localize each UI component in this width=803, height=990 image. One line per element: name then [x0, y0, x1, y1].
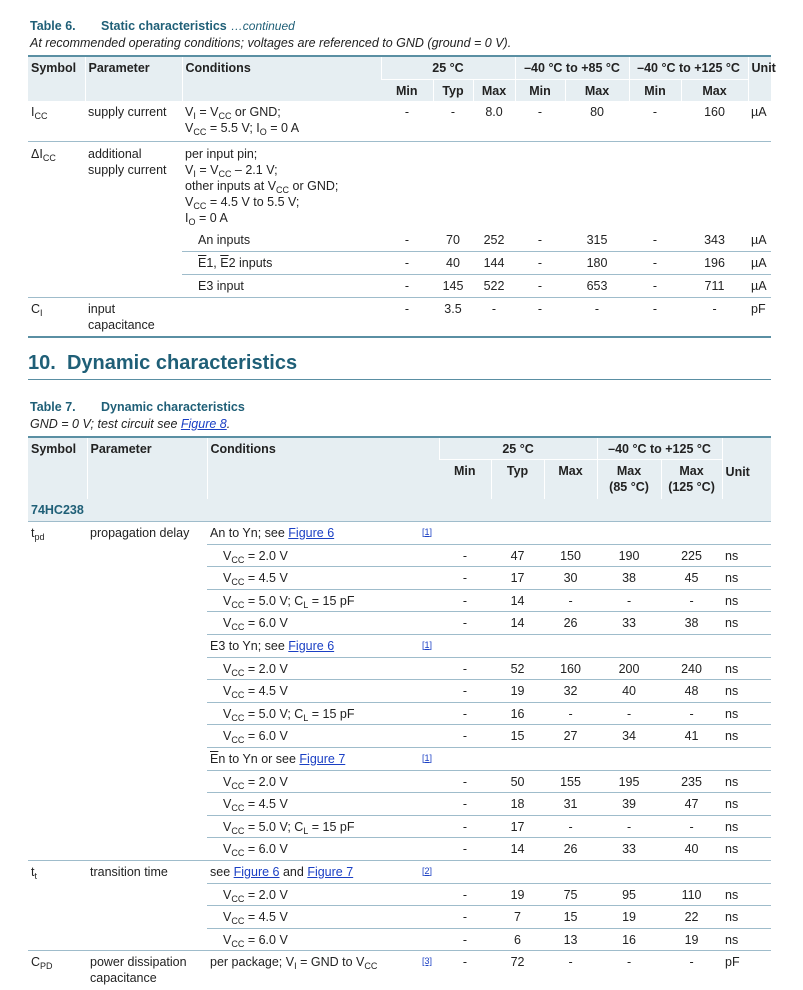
value-cell: 343 [704, 233, 725, 247]
table-row [28, 521, 771, 544]
value-cell: 195 [597, 770, 661, 793]
value-cell: - [381, 274, 433, 297]
value-cell: - [597, 951, 661, 987]
value-cell: 22 [661, 906, 722, 929]
unit-cell: µA [751, 105, 767, 119]
unit-cell: ns [722, 906, 771, 929]
conditions-cell: $V_{CC} = 6.0$ V [207, 838, 419, 861]
value-cell: - [629, 297, 681, 337]
value-cell: - [629, 274, 681, 297]
header-max: Max [565, 79, 629, 101]
value-cell: 144 [473, 251, 515, 274]
value-cell: - [439, 906, 491, 929]
header-range: –40 °C to +125 °C [597, 437, 722, 459]
value-cell: 14 [491, 589, 544, 612]
value-cell: - [439, 951, 491, 987]
table6-continued: …continued [230, 19, 295, 33]
table7-title: Dynamic characteristics [101, 400, 245, 414]
value-cell: 160 [544, 657, 597, 680]
table6-subtitle: At recommended operating conditions; voltages are referenced to GND (ground = 0 V). [30, 36, 512, 50]
value-cell: 653 [565, 274, 629, 297]
footnote-cell [419, 951, 439, 987]
value-cell: 3.5 [433, 297, 473, 337]
table-row [28, 101, 771, 141]
value-cell: 200 [597, 657, 661, 680]
value-cell: 50 [491, 770, 544, 793]
value-cell: 15 [491, 725, 544, 748]
value-cell: 160 [704, 105, 725, 119]
footnote-link[interactable]: [1] [422, 752, 433, 763]
table-row [28, 297, 771, 337]
conditions-cell: $V_{CC} = 2.0$ V [207, 883, 419, 906]
value-cell: 240 [661, 657, 722, 680]
value-cell: - [681, 297, 748, 337]
header-symbol: Symbol [28, 437, 87, 499]
value-cell: 70 [446, 233, 460, 247]
unit-cell: ns [722, 928, 771, 951]
unit-cell: µA [748, 274, 771, 297]
value-cell: - [450, 105, 456, 119]
table-row [28, 141, 771, 229]
value-cell: 196 [681, 251, 748, 274]
value-cell: - [381, 297, 433, 337]
table6-title: Static characteristics [101, 19, 227, 33]
value-cell: 47 [491, 544, 544, 567]
header-symbol: Symbol [28, 56, 85, 101]
table6 [28, 55, 776, 338]
header-typ: Typ [491, 459, 544, 499]
value-cell: 40 [597, 680, 661, 703]
unit-cell: ns [722, 680, 771, 703]
conditions-cell: E3 to Yn; see Figure 6 [207, 634, 419, 657]
header-max: Max [473, 79, 515, 101]
value-cell: 95 [597, 883, 661, 906]
value-cell: 38 [661, 612, 722, 635]
value-cell: 19 [597, 906, 661, 929]
parameter-cell: transition time [87, 860, 207, 951]
value-cell: - [404, 105, 410, 119]
header-min: Min [381, 79, 433, 101]
value-cell: 48 [661, 680, 722, 703]
figure-8-link[interactable]: Figure 8 [180, 417, 227, 431]
value-cell: - [473, 297, 515, 337]
conditions-cell: $V_{CC} = 4.5$ V [207, 567, 419, 590]
table7-subtitle: GND = 0 V; test circuit see Figure 8. [30, 417, 231, 431]
header-85c: –40 °C to +85 °C [515, 56, 629, 79]
value-cell: - [439, 612, 491, 635]
conditions-cell: $V_{CC} = 6.0$ V [207, 612, 419, 635]
value-cell: - [439, 657, 491, 680]
table6-caption [30, 19, 295, 33]
value-cell: 41 [661, 725, 722, 748]
value-cell: - [439, 567, 491, 590]
footnote-link[interactable]: [3] [422, 956, 433, 966]
header-max-85c: Max (85 °C) [597, 459, 661, 499]
conditions-cell: per package; $V_I$ = GND to $V_{CC}$ [207, 951, 419, 987]
symbol-tpd: $t_{pd}$ [28, 521, 87, 860]
unit-cell: ns [722, 702, 771, 725]
value-cell: - [439, 770, 491, 793]
value-cell: - [661, 951, 722, 987]
header-max: Max [544, 459, 597, 499]
header-parameter: Parameter [87, 437, 207, 499]
value-cell: - [537, 233, 543, 247]
value-cell: 32 [544, 680, 597, 703]
value-cell: 18 [491, 793, 544, 816]
value-cell: 30 [544, 567, 597, 590]
value-cell: - [439, 815, 491, 838]
value-cell: 39 [597, 793, 661, 816]
symbol-ci: $C_I$ [28, 297, 85, 337]
value-cell: - [565, 297, 629, 337]
value-cell: 45 [661, 567, 722, 590]
conditions-cell: $V_{CC} = 2.0$ V [207, 657, 419, 680]
footnote-cell [419, 860, 439, 883]
unit-cell: pF [722, 951, 771, 987]
value-cell: - [544, 589, 597, 612]
parameter-cell: input capacitance [85, 297, 182, 337]
figure-link[interactable]: Figure 6 [233, 864, 280, 879]
value-cell: 155 [544, 770, 597, 793]
unit-cell: ns [722, 815, 771, 838]
value-cell: 40 [661, 838, 722, 861]
value-cell: 19 [491, 883, 544, 906]
header-max: Max [681, 79, 748, 101]
value-cell: 14 [491, 838, 544, 861]
table6-number: Table 6. [30, 19, 76, 33]
value-cell: 145 [433, 274, 473, 297]
header-conditions: Conditions [182, 56, 381, 101]
conditions-cell: An inputs [198, 233, 251, 247]
unit-cell: pF [748, 297, 771, 337]
unit-cell: ns [722, 883, 771, 906]
header-125c: –40 °C to +125 °C [629, 56, 748, 79]
parameter-cell: supply current [88, 105, 167, 119]
value-cell: - [439, 589, 491, 612]
value-cell: 40 [433, 251, 473, 274]
value-cell: 17 [491, 815, 544, 838]
conditions-cell: $V_{CC} = 4.5$ V [207, 680, 419, 703]
table7-caption [30, 400, 245, 414]
value-cell: 26 [544, 612, 597, 635]
value-cell: - [515, 251, 565, 274]
value-cell: 6 [491, 928, 544, 951]
symbol-cpd: $C_{PD}$ [28, 951, 87, 987]
unit-cell: ns [722, 725, 771, 748]
conditions-cell: $\overline{E}n$ to Yn or see Figure 7 [207, 747, 419, 770]
conditions-cell: An to Yn; see Figure 6 [207, 521, 419, 544]
value-cell: - [439, 928, 491, 951]
value-cell: - [404, 233, 410, 247]
value-cell: 315 [586, 233, 608, 247]
unit-cell: µA [751, 233, 767, 247]
header-typ: Typ [433, 79, 473, 101]
conditions-cell: see Figure 6 and Figure 7 [207, 860, 419, 883]
value-cell: 190 [597, 544, 661, 567]
header-min: Min [629, 79, 681, 101]
value-cell: 72 [491, 951, 544, 987]
figure-link[interactable]: Figure 6 [288, 638, 335, 653]
value-cell: 27 [544, 725, 597, 748]
value-cell: 80 [590, 105, 604, 119]
footnote-cell [419, 521, 439, 544]
figure-link[interactable]: Figure 7 [307, 864, 354, 879]
unit-cell: ns [722, 612, 771, 635]
conditions-cell: $V_{CC} = 4.5$ V [207, 906, 419, 929]
table-row [28, 951, 771, 987]
value-cell: 16 [491, 702, 544, 725]
unit-cell: ns [722, 657, 771, 680]
value-cell: - [597, 702, 661, 725]
value-cell: 13 [544, 928, 597, 951]
conditions-cell: $V_{CC} = 2.0$ V [207, 544, 419, 567]
value-cell: 19 [661, 928, 722, 951]
value-cell: - [439, 838, 491, 861]
figure-link[interactable]: Figure 6 [288, 525, 335, 540]
symbol-tt: $t_t$ [28, 860, 87, 951]
value-cell: - [652, 233, 658, 247]
header-unit: Unit [748, 56, 771, 101]
section-rule [28, 379, 771, 380]
parameter-cell: additional supply current [85, 141, 182, 297]
value-cell: 252 [483, 233, 505, 247]
parameter-cell: power dissipation capacitance [87, 951, 207, 987]
value-cell: 33 [597, 612, 661, 635]
value-cell: 26 [544, 838, 597, 861]
value-cell: - [381, 251, 433, 274]
footnote-link[interactable]: [1] [422, 639, 433, 650]
value-cell: - [661, 815, 722, 838]
value-cell: 14 [491, 612, 544, 635]
header-25c: 25 °C [381, 56, 515, 79]
value-cell: 33 [597, 838, 661, 861]
device-group-row [28, 499, 771, 521]
value-cell: 19 [491, 680, 544, 703]
value-cell: 7 [491, 906, 544, 929]
footnote-cell [419, 747, 439, 770]
header-conditions: Conditions [207, 437, 439, 499]
conditions-cell: $V_{CC} = 5.0$ V; $C_L = 15$ pF [207, 702, 419, 725]
value-cell: - [439, 725, 491, 748]
conditions-cell: E3 input [182, 274, 381, 297]
device-name: 74HC238 [28, 499, 771, 521]
section-heading: 10. Dynamic characteristics [28, 352, 298, 374]
conditions-cell: $V_{CC} = 5.0$ V; $C_L = 15$ pF [207, 589, 419, 612]
value-cell: - [661, 589, 722, 612]
conditions-cell: $V_{CC} = 4.5$ V [207, 793, 419, 816]
value-cell: - [597, 589, 661, 612]
unit-cell: ns [722, 793, 771, 816]
unit-cell: ns [722, 838, 771, 861]
value-cell: - [515, 274, 565, 297]
value-cell: 110 [661, 883, 722, 906]
value-cell: 711 [681, 274, 748, 297]
unit-cell: ns [722, 544, 771, 567]
header-parameter: Parameter [85, 56, 182, 101]
value-cell: 16 [597, 928, 661, 951]
conditions-cell: $\overline{E}1$, $\overline{E}2$ inputs [182, 251, 381, 274]
table7-number: Table 7. [30, 400, 76, 414]
value-cell: - [439, 680, 491, 703]
conditions-cell: per input pin; $V_I = V_{CC} - 2.1$ V; other inputs at $V_{CC}$ or GND; $V_{CC} = 4.5$ V to 5.5 V; $I_O = 0$ A [182, 141, 381, 229]
value-cell: 8.0 [485, 105, 503, 119]
value-cell: - [515, 297, 565, 337]
footnote-link[interactable]: [1] [422, 526, 433, 537]
symbol-icc: $I_{CC}$ [31, 105, 48, 121]
value-cell: 522 [473, 274, 515, 297]
value-cell: - [629, 251, 681, 274]
value-cell: 34 [597, 725, 661, 748]
table-row [28, 860, 771, 883]
value-cell: 15 [544, 906, 597, 929]
value-cell: - [544, 951, 597, 987]
symbol-dicc: $\Delta I_{CC}$ [28, 141, 85, 297]
conditions-cell: $V_{CC} = 6.0$ V [207, 928, 419, 951]
value-cell: - [544, 702, 597, 725]
value-cell: 38 [597, 567, 661, 590]
conditions-cell: $V_I = V_{CC}$ or GND; $V_{CC} = 5.5$ V; $I_O = 0$ A [185, 105, 300, 137]
value-cell: 52 [491, 657, 544, 680]
conditions-cell: $V_{CC} = 6.0$ V [207, 725, 419, 748]
value-cell: - [439, 793, 491, 816]
value-cell: - [652, 105, 658, 119]
conditions-cell: $V_{CC} = 5.0$ V; $C_L = 15$ pF [207, 815, 419, 838]
footnote-cell [419, 634, 439, 657]
value-cell: 17 [491, 567, 544, 590]
figure-link[interactable]: Figure 7 [299, 751, 346, 766]
value-cell: - [661, 702, 722, 725]
value-cell: 47 [661, 793, 722, 816]
unit-cell: ns [722, 567, 771, 590]
table7 [28, 436, 771, 987]
value-cell: 225 [661, 544, 722, 567]
value-cell: - [537, 105, 543, 119]
value-cell: 180 [565, 251, 629, 274]
unit-cell: ns [722, 770, 771, 793]
value-cell: - [439, 702, 491, 725]
footnote-link[interactable]: [2] [422, 865, 433, 876]
header-min: Min [515, 79, 565, 101]
header-25c: 25 °C [439, 437, 597, 459]
unit-cell: ns [722, 589, 771, 612]
conditions-cell: $V_{CC} = 2.0$ V [207, 770, 419, 793]
header-max-125c: Max (125 °C) [661, 459, 722, 499]
value-cell: - [439, 883, 491, 906]
value-cell: - [544, 815, 597, 838]
unit-cell: µA [748, 251, 771, 274]
value-cell: 150 [544, 544, 597, 567]
value-cell: 31 [544, 793, 597, 816]
parameter-cell: propagation delay [87, 521, 207, 860]
value-cell: - [597, 815, 661, 838]
header-unit: Unit [722, 437, 771, 499]
value-cell: - [439, 544, 491, 567]
header-min: Min [439, 459, 491, 499]
value-cell: 75 [544, 883, 597, 906]
value-cell: 235 [661, 770, 722, 793]
